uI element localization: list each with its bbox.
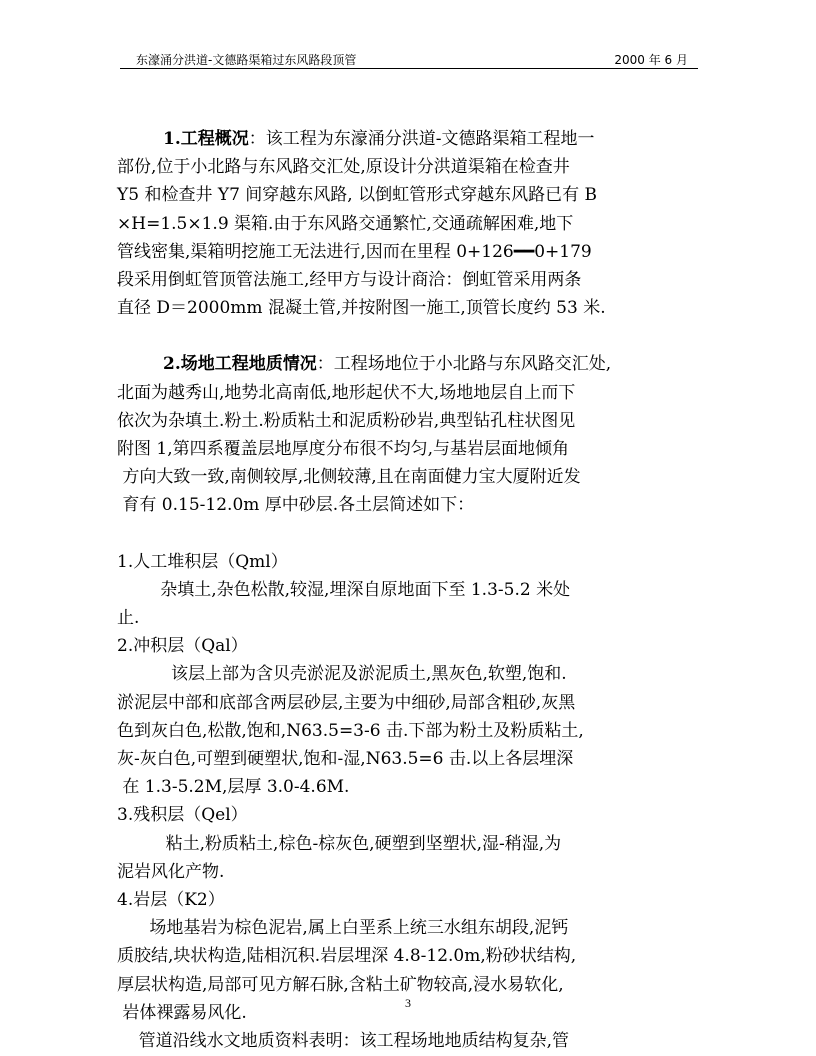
body-line: 在 1.3-5.2M,层厚 3.0-4.6M. xyxy=(117,777,350,798)
paragraph-gap xyxy=(117,322,702,350)
layer-3-title: 3.残积层（Qel） xyxy=(117,805,248,826)
body-line: 北面为越秀山,地势北高南低,地形起伏不大,场地地层自上而下 xyxy=(117,382,576,403)
layer-2-title: 2.冲积层（Qal） xyxy=(117,636,248,657)
section-1-text: ：该工程为东濠涌分洪道-文德路渠箱工程地一 xyxy=(248,129,595,149)
layer-1-title: 1.人工堆积层（Qml） xyxy=(117,551,288,572)
section-2-text: ：工程场地位于小北路与东风路交汇处, xyxy=(316,354,612,375)
body-line: 依次为杂填土.粉土.粉质粘土和泥质粉砂岩,典型钻孔柱状图见 xyxy=(117,410,576,431)
closing-line: 管道沿线水文地质资料表明：该工程场地地质结构复杂,管 xyxy=(117,1031,570,1052)
body-line: 止. xyxy=(117,608,140,629)
body-line: 直径 D＝2000mm 混凝土管,并按附图一施工,顶管长度约 53 米. xyxy=(117,298,606,319)
body-line: 该层上部为含贝壳淤泥及淤泥质土,黑灰色,软塑,饱和. xyxy=(117,664,567,685)
body-line: 粘土,粉质粘土,棕色-棕灰色,硬塑到坚塑状,湿-稍湿,为 xyxy=(117,833,562,854)
body-line: 色到灰白色,松散,饱和,N63.5=3-6 击.下部为粉土及粉质粘土, xyxy=(117,720,584,741)
body-line: 场地基岩为棕色泥岩,属上白垩系上统三水组东胡段,泥钙 xyxy=(117,918,569,939)
body-line: 淤泥层中部和底部含两层砂层,主要为中细砂,局部含粗砂,灰黑 xyxy=(117,692,576,713)
header-date: 2000 年 6 月 xyxy=(614,53,688,67)
body-line: 方向大致一致,南侧较厚,北侧较薄,且在南面健力宝大厦附近发 xyxy=(117,467,581,488)
body-line: 管线密集,渠箱明挖施工无法进行,因而在里程 0+126━━0+179 xyxy=(117,241,592,262)
body-line: Y5 和检查井 Y7 间穿越东风路, 以倒虹管形式穿越东风路已有 B xyxy=(117,185,597,206)
page-header xyxy=(120,50,698,69)
header-title: 东濠涌分洪道-文德路渠箱过东风路段顶管 xyxy=(136,53,357,67)
section-1-heading: 1.工程概况 xyxy=(163,129,249,149)
body-line: ×H=1.5×1.9 渠箱.由于东风路交通繁忙,交通疏解困难,地下 xyxy=(117,213,574,234)
section-2-heading: 2.场地工程地质情况 xyxy=(163,354,317,375)
body-line: 部份,位于小北路与东风路交汇处,原设计分洪道渠箱在检查井 xyxy=(117,157,570,178)
body-line: 杂填土,杂色松散,较湿,埋深自原地面下至 1.3-5.2 米处 xyxy=(117,579,571,600)
section-2-first-line xyxy=(117,350,702,378)
body-line: 质胶结,块状构造,陆相沉积.岩层埋深 4.8-12.0m,粉砂状结构, xyxy=(117,946,577,967)
body-line: 岩体裸露易风化. xyxy=(117,1002,247,1023)
body-line: 厚层状构造,局部可见方解石脉,含粘土矿物较高,浸水易软化, xyxy=(117,974,564,995)
body-line: 育有 0.15-12.0m 厚中砂层.各土层简述如下： xyxy=(117,495,475,516)
body-line: 附图 1,第四系覆盖层地厚度分布很不均匀,与基岩层面地倾角 xyxy=(117,439,570,460)
layer-4-title: 4.岩层（K2） xyxy=(117,890,225,911)
page-number: 3 xyxy=(405,996,411,1010)
body-line: 灰-灰白色,可塑到硬塑状,饱和-湿,N63.5=6 击.以上各层埋深 xyxy=(117,749,574,770)
body-line: 段采用倒虹管顶管法施工,经甲方与设计商洽：倒虹管采用两条 xyxy=(117,270,582,291)
section-1-first-line xyxy=(117,125,702,153)
paragraph-gap xyxy=(117,520,702,548)
document-body xyxy=(117,125,702,1055)
body-line: 泥岩风化产物. xyxy=(117,861,225,882)
